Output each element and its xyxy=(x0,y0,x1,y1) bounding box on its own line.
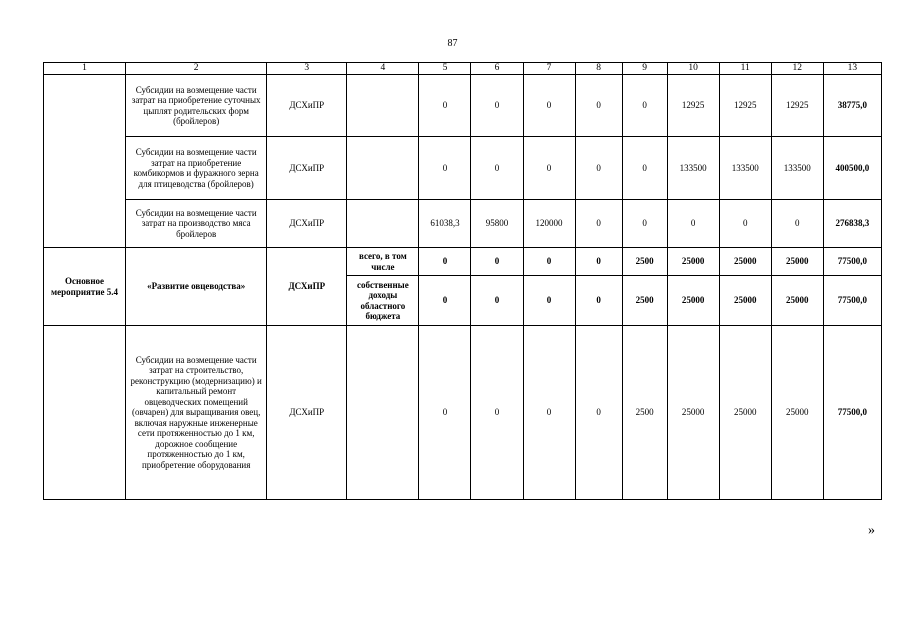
header-row xyxy=(44,63,882,75)
row-agency: ДСХиПР xyxy=(267,200,347,248)
value-cell: 0 xyxy=(667,200,719,248)
value-cell: 12925 xyxy=(667,75,719,137)
row-description: Субсидии на возмещение части затрат на строительство, реконструкцию (модернизацию) и капитальный ремонт овцеводческих помещений (овчарен) для выращивания овец, включая наружные инженерные сети протяженностью до 1 км, дорожное сообщение протяженностью до 1 км, приобретение оборудования xyxy=(126,326,267,500)
column-header: 6 xyxy=(471,63,523,75)
table-row xyxy=(44,75,882,137)
value-cell: 0 xyxy=(575,75,622,137)
empty-cell xyxy=(44,75,126,248)
column-header: 8 xyxy=(575,63,622,75)
budget-table xyxy=(43,62,882,500)
value-cell: 0 xyxy=(771,200,823,248)
measure-title: «Развитие овцеводства» xyxy=(126,248,267,326)
value-cell: 25000 xyxy=(719,248,771,276)
empty-cell xyxy=(347,75,419,137)
value-cell: 25000 xyxy=(719,326,771,500)
value-cell: 61038,3 xyxy=(419,200,471,248)
value-cell: 95800 xyxy=(471,200,523,248)
empty-cell xyxy=(44,326,126,500)
value-cell: 25000 xyxy=(667,276,719,326)
measure-agency: ДСХиПР xyxy=(267,248,347,326)
value-cell: 0 xyxy=(622,75,667,137)
measure-row-total xyxy=(44,248,882,276)
column-header: 1 xyxy=(44,63,126,75)
value-cell: 25000 xyxy=(719,276,771,326)
value-cell: 0 xyxy=(575,276,622,326)
column-header: 4 xyxy=(347,63,419,75)
value-cell: 0 xyxy=(419,326,471,500)
value-cell: 12925 xyxy=(771,75,823,137)
row-agency: ДСХиПР xyxy=(267,75,347,137)
total-cell: 77500,0 xyxy=(823,276,881,326)
value-cell: 0 xyxy=(471,326,523,500)
value-cell: 0 xyxy=(622,200,667,248)
value-cell: 0 xyxy=(419,248,471,276)
empty-cell xyxy=(347,200,419,248)
measure-code: Основное мероприятие 5.4 xyxy=(44,248,126,326)
page-number: 87 xyxy=(447,38,458,49)
total-cell: 77500,0 xyxy=(823,326,881,500)
empty-cell xyxy=(347,326,419,500)
total-cell: 400500,0 xyxy=(823,137,881,200)
value-cell: 0 xyxy=(523,75,575,137)
column-header: 11 xyxy=(719,63,771,75)
column-header: 13 xyxy=(823,63,881,75)
empty-cell xyxy=(347,137,419,200)
value-cell: 0 xyxy=(575,248,622,276)
value-cell: 0 xyxy=(419,137,471,200)
total-cell: 38775,0 xyxy=(823,75,881,137)
value-cell: 25000 xyxy=(771,276,823,326)
value-cell: 0 xyxy=(575,326,622,500)
row-description: Субсидии на возмещение части затрат на производство мяса бройлеров xyxy=(126,200,267,248)
column-header: 10 xyxy=(667,63,719,75)
value-cell: 25000 xyxy=(771,326,823,500)
funding-source: собственные доходы областного бюджета xyxy=(347,276,419,326)
column-header: 12 xyxy=(771,63,823,75)
value-cell: 120000 xyxy=(523,200,575,248)
value-cell: 0 xyxy=(471,276,523,326)
value-cell: 2500 xyxy=(622,276,667,326)
value-cell: 12925 xyxy=(719,75,771,137)
value-cell: 0 xyxy=(575,137,622,200)
column-header: 9 xyxy=(622,63,667,75)
value-cell: 133500 xyxy=(771,137,823,200)
table-row xyxy=(44,137,882,200)
value-cell: 0 xyxy=(471,248,523,276)
row-description: Субсидии на возмещение части затрат на приобретение суточных цыплят родительских форм (бройлеров) xyxy=(126,75,267,137)
row-agency: ДСХиПР xyxy=(267,326,347,500)
value-cell: 0 xyxy=(575,200,622,248)
value-cell: 0 xyxy=(719,200,771,248)
value-cell: 0 xyxy=(523,137,575,200)
value-cell: 133500 xyxy=(667,137,719,200)
table-row xyxy=(44,326,882,500)
column-header: 2 xyxy=(126,63,267,75)
funding-source: всего, в том числе xyxy=(347,248,419,276)
value-cell: 0 xyxy=(471,137,523,200)
value-cell: 0 xyxy=(523,248,575,276)
value-cell: 133500 xyxy=(719,137,771,200)
value-cell: 0 xyxy=(471,75,523,137)
value-cell: 0 xyxy=(419,276,471,326)
closing-quote-mark: » xyxy=(868,523,875,538)
value-cell: 0 xyxy=(622,137,667,200)
row-description: Субсидии на возмещение части затрат на приобретение комбикормов и фуражного зерна для птицеводства (бройлеров) xyxy=(126,137,267,200)
value-cell: 0 xyxy=(523,326,575,500)
value-cell: 25000 xyxy=(771,248,823,276)
total-cell: 276838,3 xyxy=(823,200,881,248)
value-cell: 25000 xyxy=(667,248,719,276)
row-agency: ДСХиПР xyxy=(267,137,347,200)
value-cell: 2500 xyxy=(622,326,667,500)
total-cell: 77500,0 xyxy=(823,248,881,276)
value-cell: 0 xyxy=(523,276,575,326)
column-header: 5 xyxy=(419,63,471,75)
table-row xyxy=(44,200,882,248)
value-cell: 25000 xyxy=(667,326,719,500)
column-header: 7 xyxy=(523,63,575,75)
column-header: 3 xyxy=(267,63,347,75)
value-cell: 0 xyxy=(419,75,471,137)
value-cell: 2500 xyxy=(622,248,667,276)
